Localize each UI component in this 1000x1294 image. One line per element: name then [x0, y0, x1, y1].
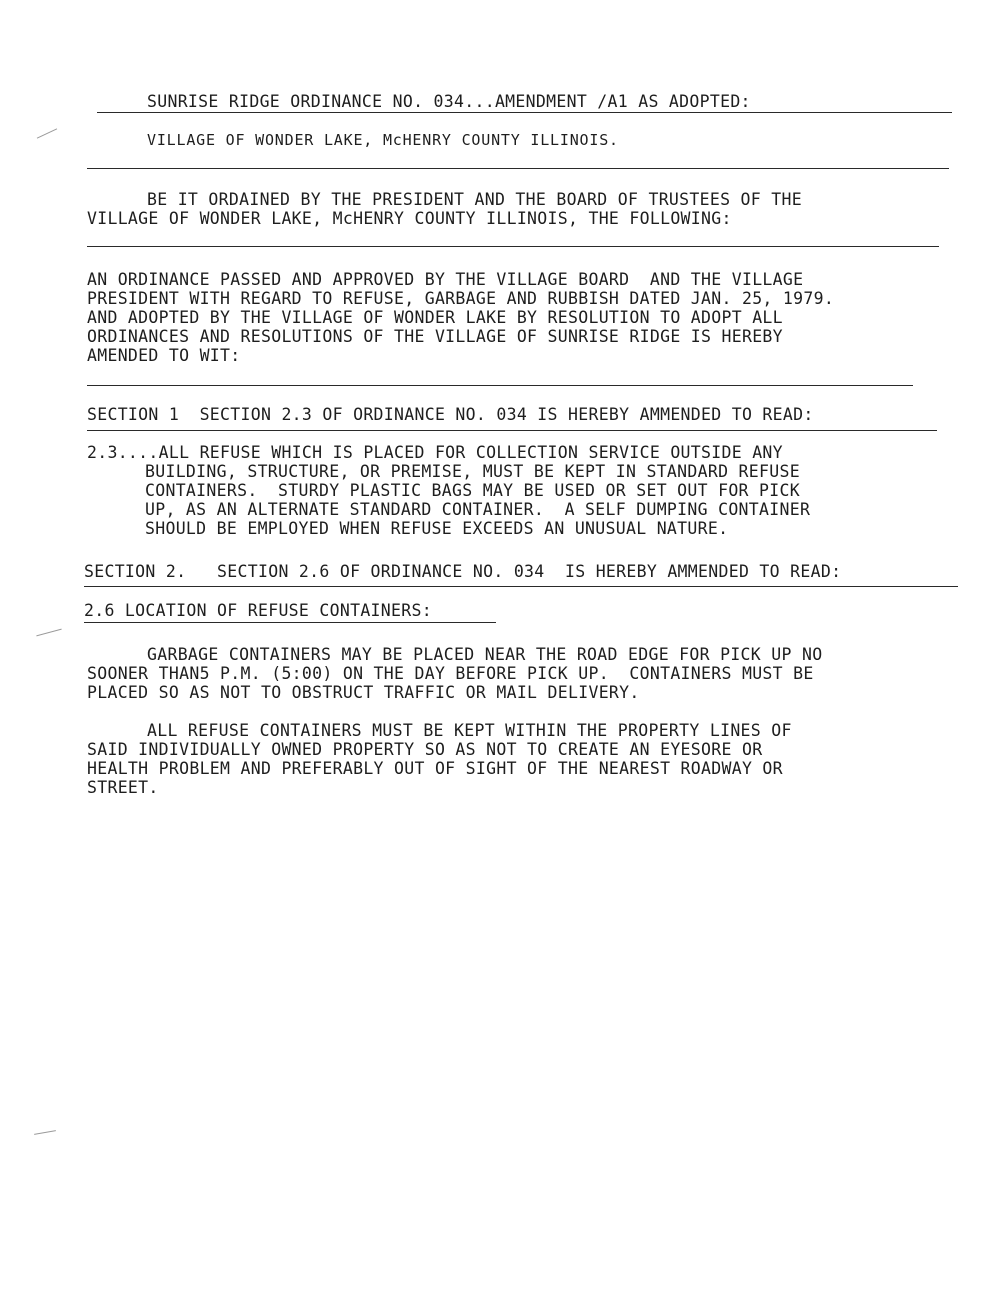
section1-line-1: 2.3....ALL REFUSE WHICH IS PLACED FOR COLLECTION SERVICE OUTSIDE ANY: [87, 443, 783, 462]
scan-mark: [36, 629, 61, 637]
section1-line: UP, AS AN ALTERNATE STANDARD CONTAINER. A SELF DUMPING CONTAINER: [145, 500, 811, 519]
title-rule: [97, 112, 952, 113]
section2-para2-line-1: ALL REFUSE CONTAINERS MUST BE KEPT WITHIN THE PROPERTY LINES OF: [147, 721, 792, 740]
subtitle-rule: [87, 168, 949, 169]
section1-heading: SECTION 1 SECTION 2.3 OF ORDINANCE NO. 034 IS HEREBY AMMENDED TO READ:: [87, 405, 814, 424]
preamble-line: ORDINANCES AND RESOLUTIONS OF THE VILLAGE OF SUNRISE RIDGE IS HEREBY: [87, 327, 783, 346]
section1-line: SHOULD BE EMPLOYED WHEN REFUSE EXCEEDS AN UNUSUAL NATURE.: [145, 519, 729, 538]
preamble-line: AND ADOPTED BY THE VILLAGE OF WONDER LAKE BY RESOLUTION TO ADOPT ALL: [87, 308, 783, 327]
preamble-line: PRESIDENT WITH REGARD TO REFUSE, GARBAGE AND RUBBISH DATED JAN. 25, 1979.: [87, 289, 835, 308]
section1-heading-rule: [87, 430, 937, 431]
section2-heading-rule: [84, 586, 958, 587]
section2-para1: [87, 664, 814, 702]
section2-subheading: 2.6 LOCATION OF REFUSE CONTAINERS:: [84, 601, 432, 620]
section2-heading: SECTION 2. SECTION 2.6 OF ORDINANCE NO. 034 IS HEREBY AMMENDED TO READ:: [84, 562, 842, 581]
section2-para1-line-1: GARBAGE CONTAINERS MAY BE PLACED NEAR THE ROAD EDGE FOR PICK UP NO: [147, 645, 823, 664]
ordain-rule: [87, 246, 939, 247]
scan-mark: [37, 128, 57, 138]
section1-line: CONTAINERS. STURDY PLASTIC BAGS MAY BE USED OR SET OUT FOR PICK: [145, 481, 800, 500]
section2-para2-line: SAID INDIVIDUALLY OWNED PROPERTY SO AS NOT TO CREATE AN EYESORE OR: [87, 740, 763, 759]
preamble-paragraph: [87, 270, 834, 365]
section2-subheading-rule: [84, 622, 496, 623]
preamble-rule: [87, 385, 913, 386]
ordain-line-1: BE IT ORDAINED BY THE PRESIDENT AND THE BOARD OF TRUSTEES OF THE: [147, 190, 802, 209]
preamble-line: AN ORDINANCE PASSED AND APPROVED BY THE VILLAGE BOARD AND THE VILLAGE: [87, 270, 804, 289]
scan-mark: [34, 1130, 56, 1135]
section2-para1-line: PLACED SO AS NOT TO OBSTRUCT TRAFFIC OR MAIL DELIVERY.: [87, 683, 640, 702]
section1-paragraph: [145, 462, 810, 538]
section1-line: BUILDING, STRUCTURE, OR PREMISE, MUST BE KEPT IN STANDARD REFUSE: [145, 462, 800, 481]
ordain-line-2: VILLAGE OF WONDER LAKE, McHENRY COUNTY ILLINOIS, THE FOLLOWING:: [87, 209, 732, 228]
preamble-line: AMENDED TO WIT:: [87, 346, 241, 365]
document-subtitle: VILLAGE OF WONDER LAKE, McHENRY COUNTY ILLINOIS.: [147, 131, 619, 149]
section2-para2-line: STREET.: [87, 778, 159, 797]
section2-para2: [87, 740, 783, 797]
section2-para2-line: HEALTH PROBLEM AND PREFERABLY OUT OF SIGHT OF THE NEAREST ROADWAY OR: [87, 759, 783, 778]
document-title: SUNRISE RIDGE ORDINANCE NO. 034...AMENDMENT /A1 AS ADOPTED:: [147, 92, 751, 111]
section2-para1-line: SOONER THAN5 P.M. (5:00) ON THE DAY BEFORE PICK UP. CONTAINERS MUST BE: [87, 664, 814, 683]
